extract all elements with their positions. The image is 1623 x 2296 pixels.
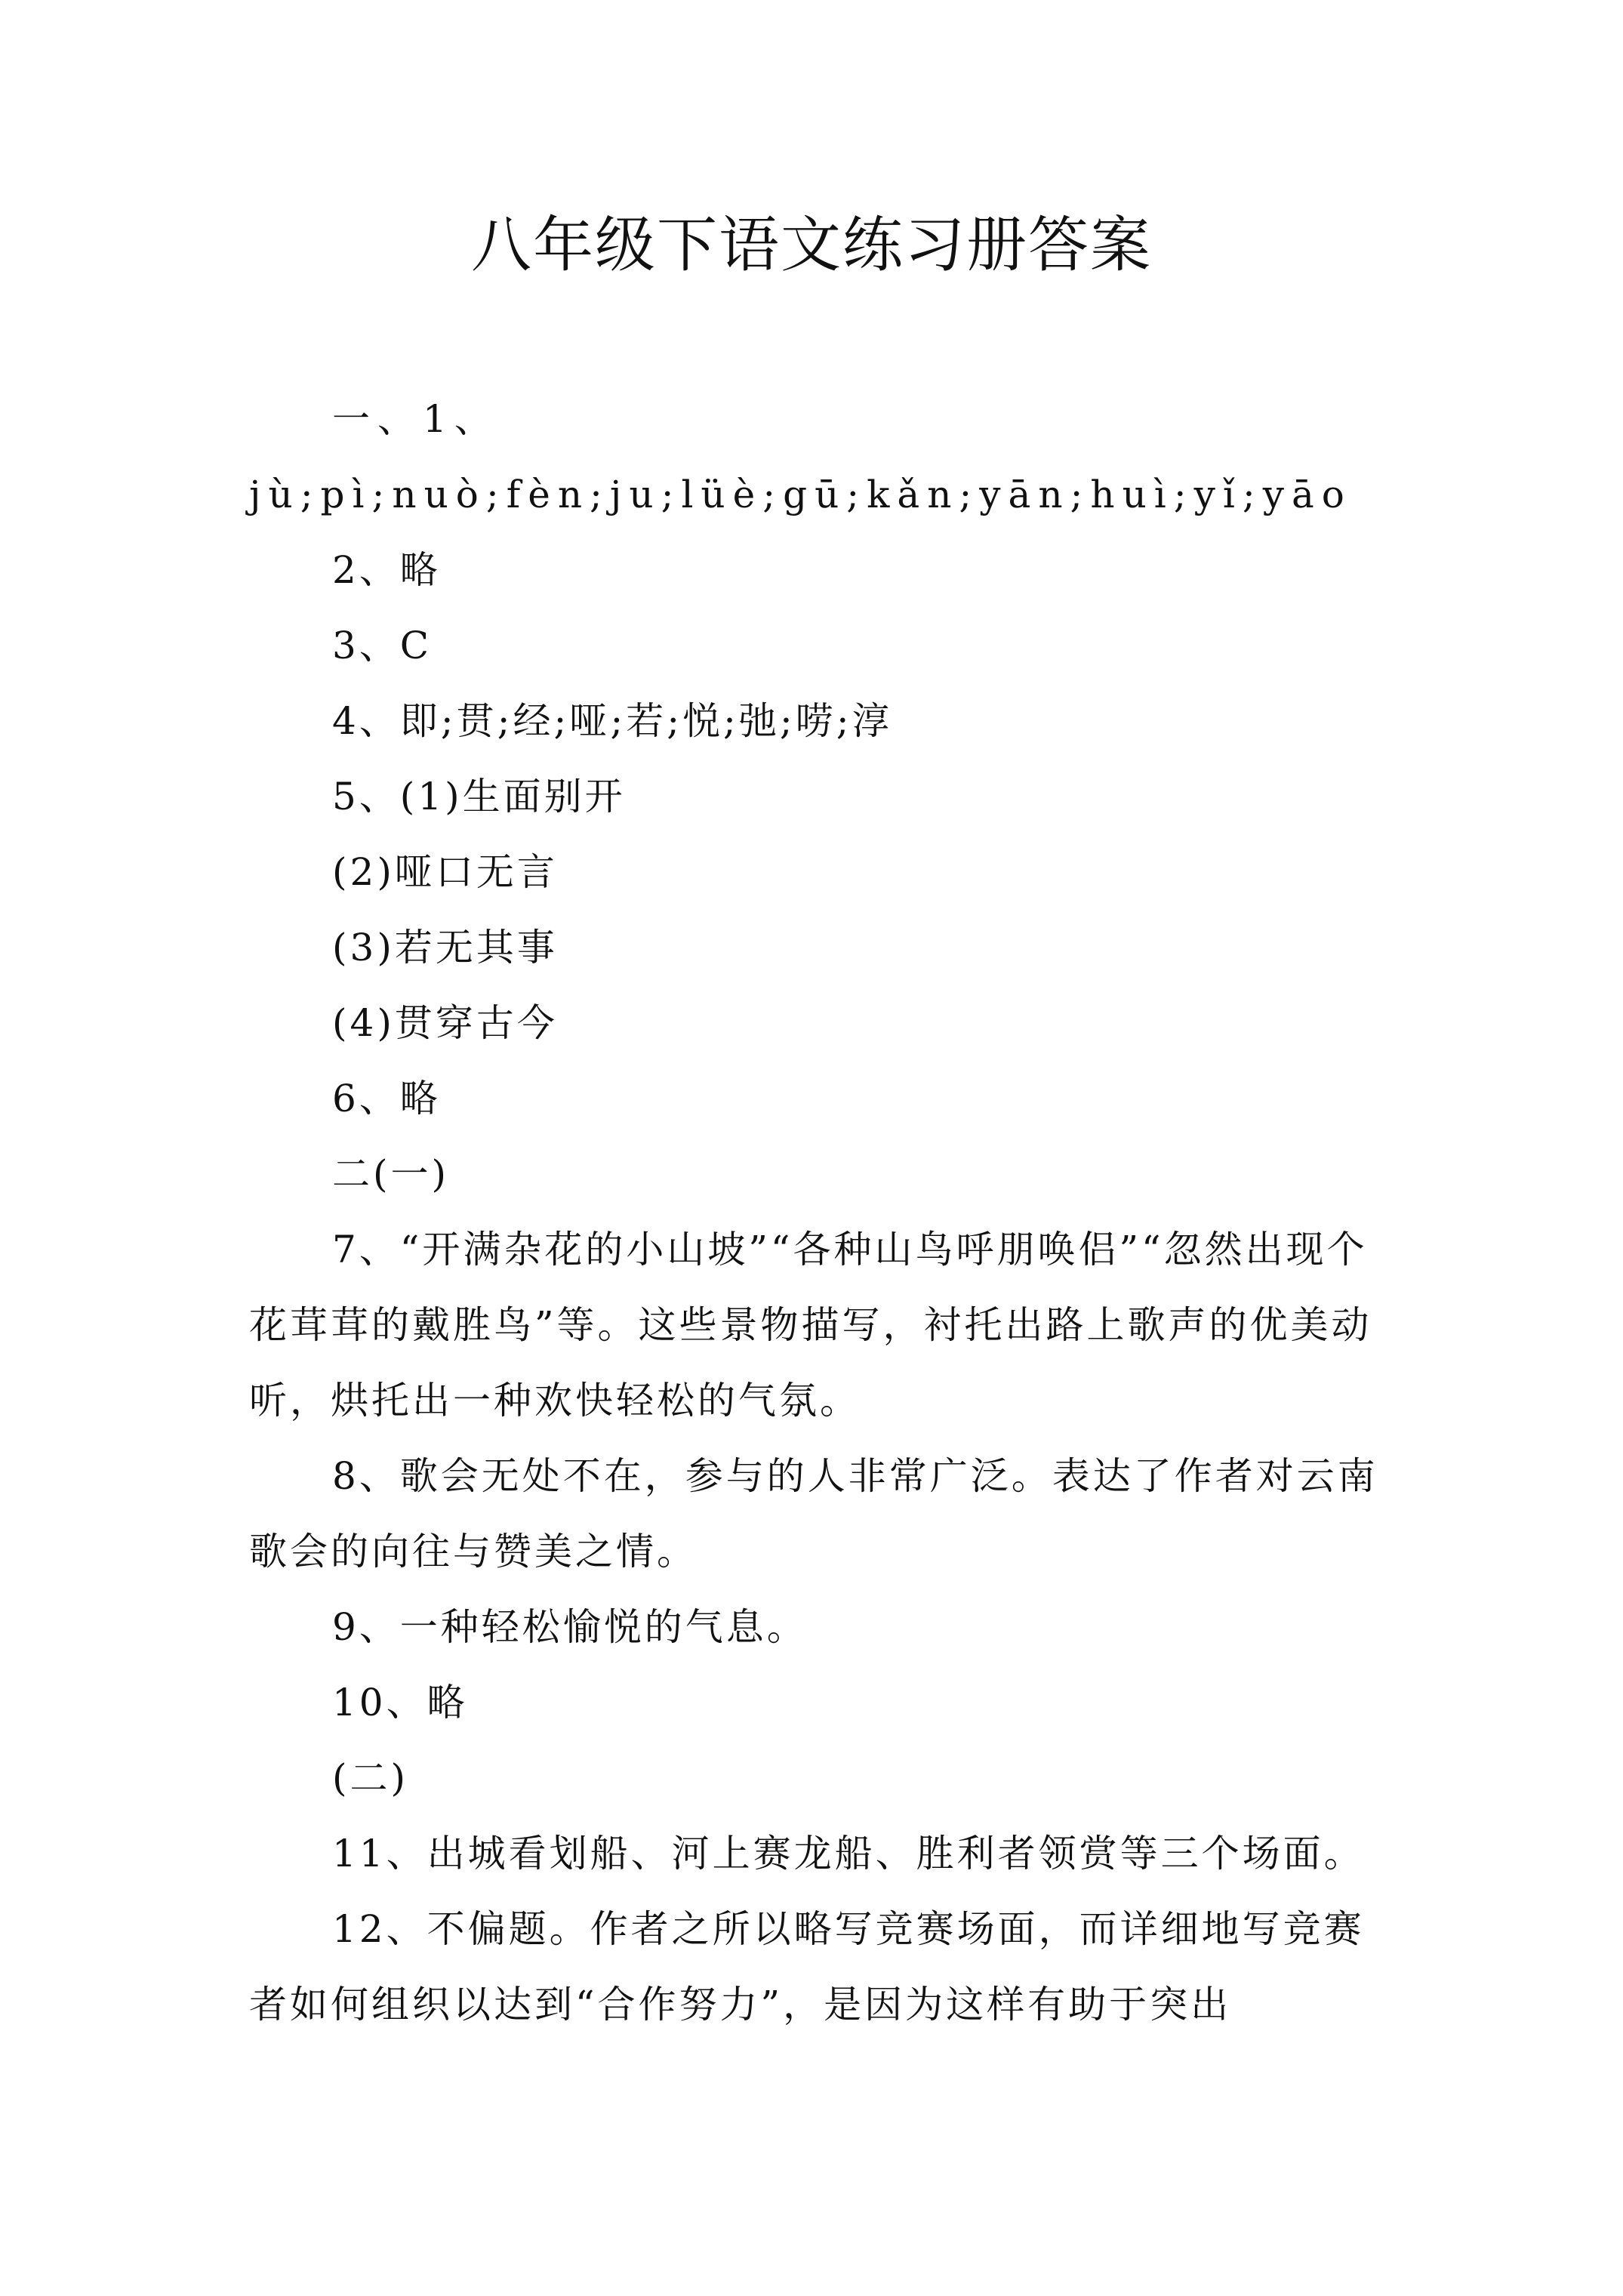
section-heading-2-1: 二(一) xyxy=(332,1152,450,1196)
section-heading-2-2: (二) xyxy=(332,1756,409,1800)
answer-paragraph-7: 7、“开满杂花的小山坡”“各种山鸟呼朋唤侣”“忽然出现个花茸茸的戴胜鸟”等。这些景物描写，衬托出路上歌声的优美动听，烘托出一种欢快轻松的气氛。 xyxy=(249,1228,1372,1422)
answer-paragraph-12: 12、不偏题。作者之所以略写竞赛场面，而详细地写竞赛者如何组织以达到“合作努力”，是因为这样有助于突出 xyxy=(249,1907,1365,2026)
answer-paragraph-5-4: (4)贯穿古今 xyxy=(332,1001,558,1045)
answer-paragraph-3: 3、C xyxy=(332,624,433,667)
answer-paragraph-8: 8、歌会无处不在，参与的人非常广泛。表达了作者对云南歌会的向往与赞美之情。 xyxy=(249,1454,1378,1573)
answer-paragraph-2: 2、略 xyxy=(332,548,441,592)
answer-paragraph-10: 10、略 xyxy=(332,1681,468,1724)
document-body xyxy=(249,381,1389,2042)
answer-paragraph-4: 4、即;贯;经;哑;若;悦;弛;唠;淳 xyxy=(332,699,893,743)
answer-paragraph-9: 9、一种轻松愉悦的气息。 xyxy=(332,1605,808,1649)
answer-paragraph-1: 一、1、jù;pì;nuò;fèn;ju;lüè;gū;kǎn;yān;huì;yǐ;yāo xyxy=(249,397,1352,516)
document-title: 八年级下语文练习册答案 xyxy=(471,210,1152,280)
answer-paragraph-5: 5、(1)生面别开 xyxy=(332,775,626,818)
answer-paragraph-5-3: (3)若无其事 xyxy=(332,926,558,969)
answer-paragraph-5-2: (2)哑口无言 xyxy=(332,850,558,894)
answer-paragraph-11: 11、出城看划船、河上赛龙船、胜利者领赏等三个场面。 xyxy=(332,1832,1365,1875)
answer-paragraph-6: 6、略 xyxy=(332,1077,441,1120)
